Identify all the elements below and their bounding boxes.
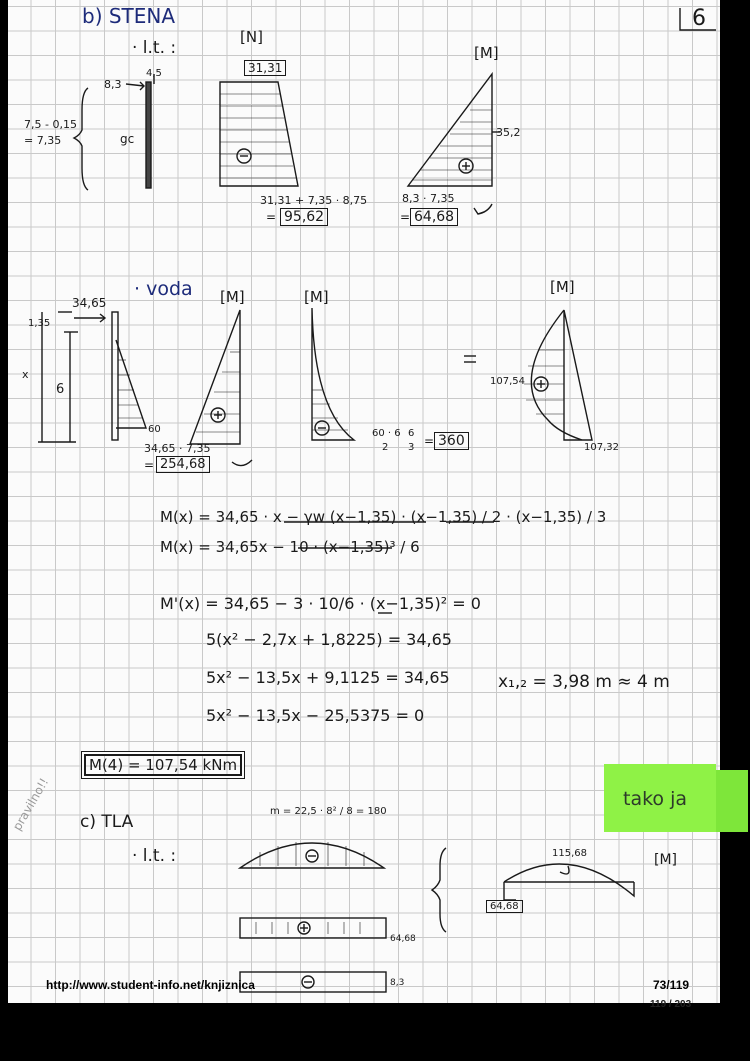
equation-5: 5x² − 13,5x + 9,1125 = 34,65: [206, 668, 450, 687]
section-b-title: b) STENA: [82, 4, 176, 28]
moment2-expr-b: 2: [382, 442, 389, 453]
notebook-page: b) STENA 6 · l.t. : [N] [M] 8,3 4,5 7,5 - 0,15 = 7,35 gc 31,31 31,31 + 7,35 · 8,75 = 95,62 35,2 8,3 · 7,35 = 64,68 · voda [M] [M] [M] 34,65 1,35 6 x 60 34,65 · 7,35 = 254,68 60 · 6 2 6 3 = 360 107,54 107,32 M(x) = 34,65 · x − γw (x−1,35) · (x−1,35) / 2 · (x−1,35) / 3 M(x) = 34,65x − 10 · (x−1,35)³ / 6 M'(x) = 34,65 − 3 · 10/6 · (x−1,35)² = 0 5(x² − 2,7x + 1,8225) = 34,65 5x² − 13,5x + 9,1125 = 34,65 5x² − 13,5x − 25,5375 = 0 x₁,₂ = 3,98 m ≈ 4 m M(4) = 107,54 kNm c) TLA · l.t. : m = 22,5 · 8² / 8 = 180 pravilno!! [M] 64,68 8,3 115,68 64,68: [8, 0, 720, 1003]
voda-M-expression: 34,65 · 7,35: [144, 442, 211, 455]
m-formula: m = 22,5 · 8² / 8 = 180: [270, 806, 387, 817]
dim-left: 7,5 - 0,15: [24, 118, 77, 131]
equation-root: x₁,₂ = 3,98 m ≈ 4 m: [498, 672, 670, 692]
label-M-voda-3: [M]: [550, 278, 575, 296]
label-M-voda-2: [M]: [304, 288, 329, 306]
moment2-result: 360: [434, 432, 469, 450]
voda-pressure: 60: [148, 424, 161, 435]
equation-2: M(x) = 34,65x − 10 · (x−1,35)³ / 6: [160, 538, 420, 556]
M-diagram-voda-1: [190, 310, 240, 444]
M-diagram-voda-2: [312, 308, 354, 440]
M-expression: 8,3 · 7,35: [402, 192, 455, 205]
section-c-label-M: [M]: [654, 852, 678, 868]
section-c-title: c) TLA: [80, 812, 134, 832]
side-note: pravilno!!: [10, 775, 52, 833]
voda-M-end: 107,32: [584, 442, 619, 453]
page-corner-number: 6: [692, 6, 706, 31]
section-voda-title: · voda: [134, 278, 193, 300]
sticky-note-text: tako ja: [623, 788, 688, 810]
voda-dim-6: 6: [56, 382, 65, 397]
voda-load-top: 34,65: [72, 296, 107, 310]
value-6468: 64,68: [390, 934, 416, 944]
voda-M-max: 107,54: [490, 376, 525, 387]
M-diagram-b: [408, 74, 492, 186]
load-top: 8,3: [104, 78, 122, 91]
voda-dim-x: x: [22, 368, 29, 381]
load-mid: gc: [120, 132, 135, 146]
moment-label: 115,68: [552, 848, 587, 859]
support-left: 64,68: [486, 900, 523, 913]
wall-column: [146, 82, 151, 188]
M-result: 64,68: [410, 208, 458, 226]
handwritten-diagrams: [8, 0, 720, 1003]
footer-url[interactable]: http://www.student-info.net/knjiznica: [46, 978, 255, 992]
N-result: 95,62: [280, 208, 328, 226]
equation-4: 5(x² − 2,7x + 1,8225) = 34,65: [206, 630, 452, 649]
label-N: [N]: [240, 28, 263, 46]
load-top-right: 4,5: [146, 68, 162, 79]
footer-page-partial: 119 / 203: [650, 999, 692, 1010]
moment2-expr-d: 3: [408, 442, 415, 453]
N-diagram: [220, 82, 298, 186]
equation-6: 5x² − 13,5x − 25,5375 = 0: [206, 706, 425, 725]
section-c-load-case: · l.t. :: [132, 846, 177, 866]
value-83: 8,3: [390, 978, 405, 988]
label-M-voda-1: [M]: [220, 288, 245, 306]
N-expression: 31,31 + 7,35 · 8,75: [260, 194, 368, 207]
footer-page-number: 73/119: [653, 978, 690, 992]
result-box: M(4) = 107,54 kNm: [84, 754, 242, 776]
voda-dim-135: 1,35: [28, 318, 51, 329]
dim-left-result: = 7,35: [24, 134, 62, 147]
equation-1: M(x) = 34,65 · x − γw (x−1,35) · (x−1,35) / 2 · (x−1,35) / 3: [160, 508, 607, 526]
load-case-label: · l.t. :: [132, 38, 177, 58]
voda-M-result: 254,68: [156, 456, 210, 473]
moment2-expr-c: 6: [408, 428, 415, 439]
N-top-value: 31,31: [244, 60, 286, 76]
label-M-b: [M]: [474, 44, 499, 62]
M-mid-value: 35,2: [496, 126, 521, 139]
sticky-note-tab: [716, 770, 748, 832]
equation-3: M'(x) = 34,65 − 3 · 10/6 · (x−1,35)² = 0: [160, 594, 481, 613]
moment2-expr-a: 60 · 6: [372, 428, 401, 439]
M-diagram-voda-combined: [531, 310, 582, 440]
